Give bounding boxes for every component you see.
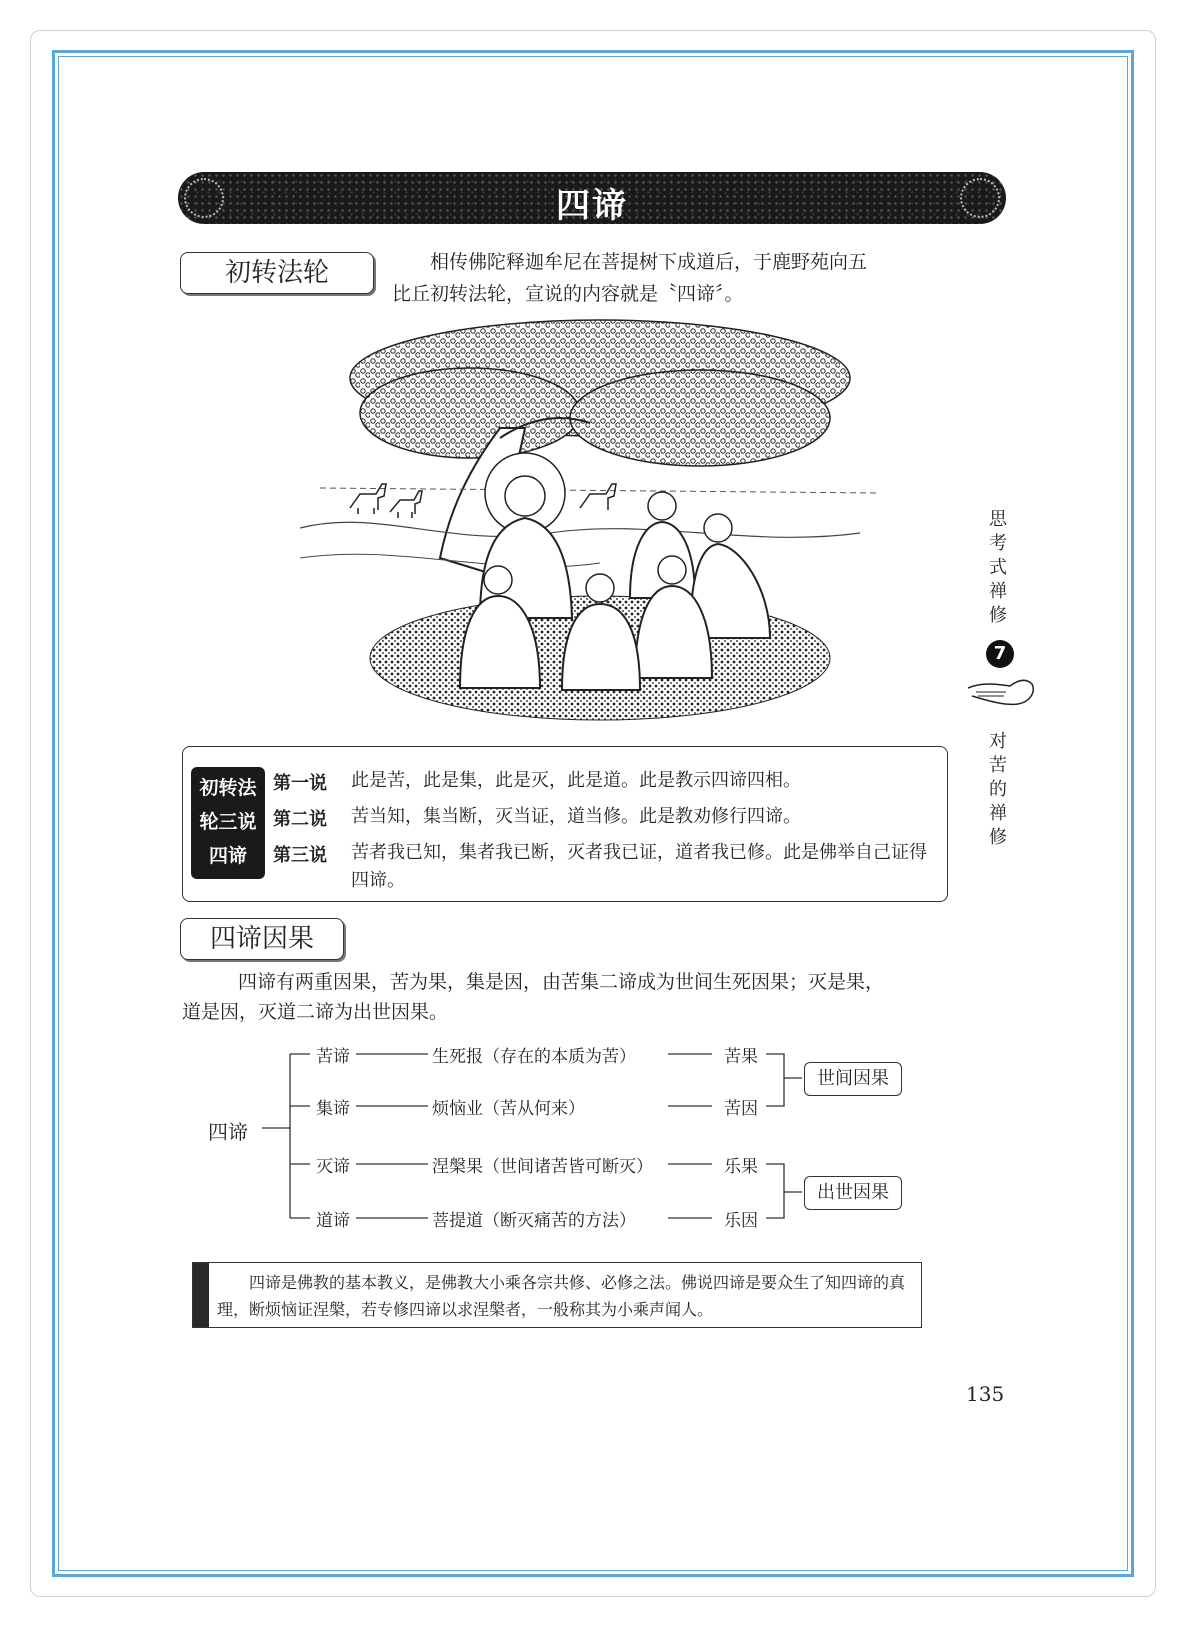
group-transcendent: 出世因果: [804, 1176, 902, 1210]
diagram-root: 四谛: [208, 1120, 248, 1144]
row-body-third: 苦者我已知，集者我已断，灭者我已证，道者我已修。此是佛举自己证得四谛。: [351, 842, 927, 891]
hand-icon: [966, 674, 1038, 708]
result-path: 乐因: [724, 1211, 758, 1231]
four-truths-diagram: [180, 1036, 940, 1246]
sidebar-char: 式: [989, 557, 1007, 578]
row-body-first: 此是苦，此是集，此是灭，此是道。此是教示四谛四相。: [351, 770, 801, 791]
sidebar-char: 的: [989, 779, 1007, 800]
truth-suffering: 苦谛: [316, 1047, 350, 1067]
result-suffering: 苦果: [724, 1047, 758, 1067]
section-tag-cause-effect: 四谛因果: [180, 918, 344, 960]
chapter-number-badge: 7: [986, 640, 1014, 668]
sidebar-char: 苦: [989, 755, 1007, 776]
sidebar-char: 考: [989, 533, 1007, 554]
row-head-second: 第二说: [273, 809, 327, 830]
section-tag-first-turning: 初转法轮: [180, 252, 374, 294]
meaning-origin: 烦恼业（苦从何来）: [432, 1099, 585, 1119]
sidebar-char: 修: [989, 605, 1007, 626]
cause-effect-line-2: 道是因，灭道二谛为出世因果。: [182, 1001, 449, 1023]
row-head-third: 第三说: [273, 845, 327, 866]
sidebar-upper: [986, 508, 1010, 628]
intro-line-1: 相传佛陀释迦牟尼在菩提树下成道后，于鹿野苑向五: [430, 251, 868, 273]
label-line: 轮三说: [199, 811, 257, 833]
sidebar-char: 禅: [989, 803, 1007, 824]
sidebar-char: 禅: [989, 581, 1007, 602]
note-box: [192, 1262, 922, 1328]
intro-line-2: 比丘初转法轮，宣说的内容就是〝四谛〞。: [392, 283, 744, 305]
page-number: 135: [966, 1382, 1005, 1406]
title-banner: [178, 172, 1006, 224]
result-origin: 苦因: [724, 1099, 758, 1119]
label-line: 四谛: [208, 845, 247, 867]
meaning-path: 菩提道（断灭痛苦的方法）: [432, 1211, 636, 1231]
note-strip: [193, 1263, 209, 1327]
page-title: 四谛: [556, 186, 628, 226]
label-line: 初转法: [199, 777, 257, 799]
sidebar-char: 修: [989, 827, 1007, 848]
result-cessation: 乐果: [724, 1157, 758, 1177]
sidebar-lower: [986, 730, 1010, 850]
row-body-second: 苦当知，集当断，灭当证，道当修。此是教劝修行四谛。: [351, 806, 801, 827]
cause-effect-line-1: 四谛有两重因果，苦为果，集是因，由苦集二谛成为世间生死因果；灭是果，: [238, 971, 885, 993]
sidebar-char: 对: [989, 731, 1007, 752]
note-text: 四谛是佛教的基本教义，是佛教大小乘各宗共修、必修之法。佛说四谛是要众生了知四谛的真理，断烦恼证涅槃，若专修四谛以求涅槃者，一般称其为小乘声闻人。: [217, 1273, 906, 1319]
buddha-teaching-illustration: [300, 318, 900, 726]
three-turnings-label: [191, 767, 265, 879]
meaning-cessation: 涅槃果（世间诸苦皆可断灭）: [432, 1157, 653, 1177]
meaning-suffering: 生死报（存在的本质为苦）: [432, 1047, 636, 1067]
truth-path: 道谛: [316, 1211, 350, 1231]
row-head-first: 第一说: [273, 773, 327, 794]
group-worldly: 世间因果: [804, 1062, 902, 1096]
truth-origin: 集谛: [316, 1099, 350, 1119]
truth-cessation: 灭谛: [316, 1157, 350, 1177]
sidebar-char: 思: [989, 509, 1007, 530]
three-turnings-box: [182, 746, 948, 902]
